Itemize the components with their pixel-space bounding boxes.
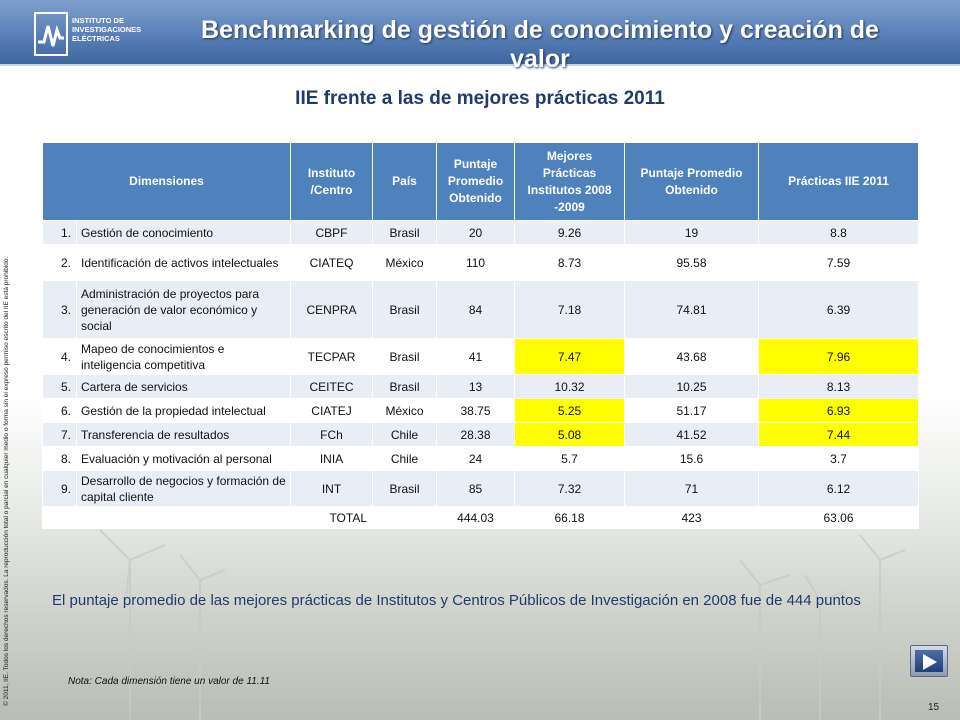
score-obtained-cell: 28.38 [437, 423, 515, 447]
row-number-cell: 7. [43, 423, 77, 447]
table-row [43, 423, 919, 447]
page-number: 15 [928, 702, 940, 713]
iie-practices-cell: 6.93 [759, 399, 919, 423]
table-row [43, 221, 919, 245]
institute-cell: INT [291, 471, 373, 507]
iie-practices-cell: 8.8 [759, 221, 919, 245]
iie-practices-cell: 6.12 [759, 471, 919, 507]
table-header-row [43, 143, 919, 221]
header-puntaje-2: Puntaje Promedio Obtenido [625, 143, 759, 221]
row-number-cell: 8. [43, 447, 77, 471]
total-iie-cell: 63.06 [759, 507, 919, 529]
best-practices-cell: 9.26 [515, 221, 625, 245]
institute-cell: CIATEQ [291, 245, 373, 281]
dimension-cell: Evaluación y motivación al personal [77, 447, 291, 471]
score-obtained-cell: 110 [437, 245, 515, 281]
logo-line: INVESTIGACIONES [72, 25, 142, 34]
score-obtained-cell: 84 [437, 281, 515, 339]
header-bar [0, 0, 960, 73]
institute-cell: INIA [291, 447, 373, 471]
score-obtained-cell: 38.75 [437, 399, 515, 423]
score-obtained-cell: 85 [437, 471, 515, 507]
next-slide-icon [919, 651, 941, 673]
score-obtained-2-cell: 19 [625, 221, 759, 245]
best-practices-cell: 7.32 [515, 471, 625, 507]
best-practices-cell: 7.18 [515, 281, 625, 339]
score-obtained-cell: 13 [437, 375, 515, 399]
slide-title: Benchmarking de gestión de conocimiento y creación de valor [201, 16, 879, 73]
score-obtained-2-cell: 15.6 [625, 447, 759, 471]
country-cell: Brasil [373, 375, 437, 399]
dimension-cell: Identificación de activos intelectuales [77, 245, 291, 281]
table-row [43, 339, 919, 375]
iie-practices-cell: 7.59 [759, 245, 919, 281]
dimension-cell: Transferencia de resultados [77, 423, 291, 447]
header-dimensiones: Dimensiones [43, 143, 291, 221]
total-best-practices-cell: 66.18 [515, 507, 625, 529]
table-row [43, 471, 919, 507]
table-row [43, 375, 919, 399]
score-obtained-2-cell: 74.81 [625, 281, 759, 339]
score-obtained-2-cell: 95.58 [625, 245, 759, 281]
iie-practices-cell: 7.96 [759, 339, 919, 375]
institute-cell: CBPF [291, 221, 373, 245]
header-practicas-iie: Prácticas IIE 2011 [759, 143, 919, 221]
score-obtained-cell: 41 [437, 339, 515, 375]
country-cell: México [373, 399, 437, 423]
dimension-cell: Cartera de servicios [77, 375, 291, 399]
dimension-cell: Administración de proyectos para generación de valor económico y social [77, 281, 291, 339]
row-number-cell: 1. [43, 221, 77, 245]
iie-practices-cell: 7.44 [759, 423, 919, 447]
row-number-cell: 3. [43, 281, 77, 339]
dimension-cell: Gestión de la propiedad intelectual [77, 399, 291, 423]
header-mejores-practicas: Mejores Prácticas Institutos 2008 -2009 [515, 143, 625, 221]
nota-text: Nota: Cada dimensión tiene un valor de 11.11 [68, 676, 270, 687]
country-cell: Chile [373, 423, 437, 447]
logo-line: ELÉCTRICAS [72, 34, 120, 43]
row-number-cell: 6. [43, 399, 77, 423]
score-obtained-2-cell: 41.52 [625, 423, 759, 447]
logo-text [72, 16, 162, 43]
country-cell: México [373, 245, 437, 281]
table-row [43, 245, 919, 281]
table-row [43, 447, 919, 471]
dimension-cell: Gestión de conocimiento [77, 221, 291, 245]
best-practices-cell: 5.25 [515, 399, 625, 423]
iie-logo [34, 12, 159, 56]
country-cell: Brasil [373, 221, 437, 245]
dimension-cell: Mapeo de conocimientos e inteligencia competitiva [77, 339, 291, 375]
dimension-cell: Desarrollo de negocios y formación de capital cliente [77, 471, 291, 507]
benchmark-table [42, 142, 919, 529]
total-row [43, 507, 919, 529]
total-score-cell: 444.03 [437, 507, 515, 529]
header-pais: País [373, 143, 437, 221]
slide-subtitle: IIE frente a las de mejores prácticas 2011 [295, 88, 665, 109]
best-practices-cell: 7.47 [515, 339, 625, 375]
total-label-cell: TOTAL [43, 507, 373, 529]
institute-cell: FCh [291, 423, 373, 447]
score-obtained-2-cell: 43.68 [625, 339, 759, 375]
logo-line: INSTITUTO DE [72, 16, 124, 25]
institute-cell: CEITEC [291, 375, 373, 399]
total-empty-cell [373, 507, 437, 529]
total-score-2-cell: 423 [625, 507, 759, 529]
iie-logo-icon [34, 12, 68, 56]
country-cell: Brasil [373, 471, 437, 507]
header-instituto: Instituto /Centro [291, 143, 373, 221]
best-practices-cell: 5.08 [515, 423, 625, 447]
row-number-cell: 9. [43, 471, 77, 507]
benchmark-table-container [42, 142, 918, 529]
table-row [43, 399, 919, 423]
row-number-cell: 2. [43, 245, 77, 281]
summary-text: El puntaje promedio de las mejores prácticas de Institutos y Centros Públicos de Investigación en 2008 fue de 444 puntos [52, 592, 861, 609]
institute-cell: CIATEJ [291, 399, 373, 423]
header-puntaje-1: Puntaje Promedio Obtenido [437, 143, 515, 221]
iie-practices-cell: 8.13 [759, 375, 919, 399]
score-obtained-2-cell: 10.25 [625, 375, 759, 399]
iie-practices-cell: 3.7 [759, 447, 919, 471]
best-practices-cell: 8.73 [515, 245, 625, 281]
row-number-cell: 5. [43, 375, 77, 399]
best-practices-cell: 10.32 [515, 375, 625, 399]
country-cell: Brasil [373, 281, 437, 339]
country-cell: Chile [373, 447, 437, 471]
score-obtained-2-cell: 71 [625, 471, 759, 507]
institute-cell: TECPAR [291, 339, 373, 375]
country-cell: Brasil [373, 339, 437, 375]
table-row [43, 281, 919, 339]
score-obtained-2-cell: 51.17 [625, 399, 759, 423]
next-slide-button[interactable] [910, 645, 948, 677]
score-obtained-cell: 24 [437, 447, 515, 471]
row-number-cell: 4. [43, 339, 77, 375]
score-obtained-cell: 20 [437, 221, 515, 245]
institute-cell: CENPRA [291, 281, 373, 339]
iie-practices-cell: 6.39 [759, 281, 919, 339]
copyright-note: © 2011, IIE. Todos los derechos reservados. La reproducción total o parcial en cualquier medio o forma sin el expreso permiso escrito del IIE está prohibido. [3, 256, 10, 706]
best-practices-cell: 5.7 [515, 447, 625, 471]
